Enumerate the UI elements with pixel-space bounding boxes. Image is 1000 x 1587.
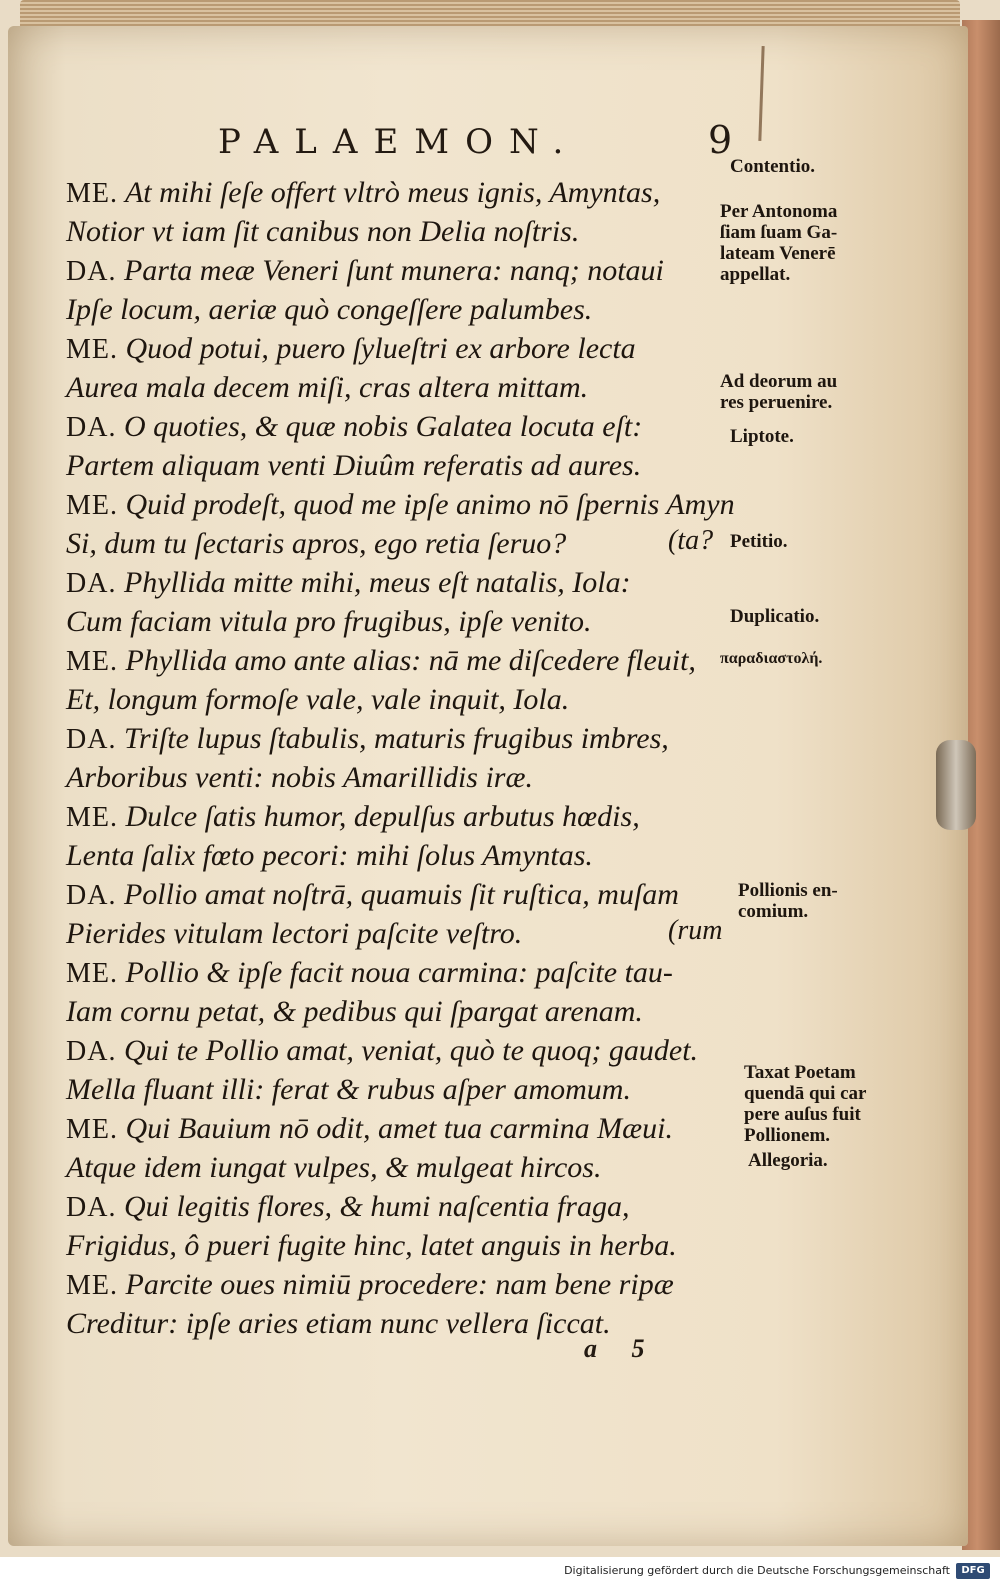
verse-line [66,291,592,329]
verse-line [66,369,588,407]
verse-text: Partem aliquam venti Diuûm referatis ad aures. [66,449,642,482]
verse-text: Si, dum tu ſectaris apros, ego retia ſeruo? [66,527,567,560]
speaker-label: DA. [66,256,117,287]
signature-mark: a 5 [584,1334,659,1363]
verse-line [66,798,640,836]
verse-text: Frigidus, ô pueri fugite hinc, latet anguis in herba. [66,1229,677,1262]
book-edge-top [20,0,960,26]
verse-text: Phyllida amo ante alias: nā me diſcedere fleuit, [125,644,696,677]
verse-text: Parcite oues nimiū procedere: nam bene ripæ [125,1268,674,1301]
verse-text: Iam cornu petat, & pedibus qui ſpargat arenam. [66,995,643,1028]
verse-text: Pierides vitulam lectori paſcite veſtro. [66,917,523,950]
footer-bar [0,1557,1000,1587]
gloss-duplicatio: Duplicatio. [730,606,820,627]
verse-text: Quid prodeſt, quod me ipſe animo nō ſpernis Amyn [125,488,735,521]
verse-line [66,1110,673,1148]
verse-line [66,1149,601,1187]
verse-text: Et, longum formoſe vale, vale inquit, Iola. [66,683,570,716]
verse-text: Qui legitis flores, & humi naſcentia fraga, [123,1190,630,1223]
verse-line [66,993,643,1031]
speaker-label: ME. [66,490,118,521]
verse-line [66,876,679,914]
verse-line [66,603,592,641]
speaker-label: ME. [66,1114,118,1145]
verse-line [66,447,641,485]
gloss-ad-deorum: Ad deorum au res peruenire. [720,371,838,413]
verse-text: At mihi ſeſe offert vltrò meus ignis, Amyntas, [124,176,661,209]
verse-line [66,1032,698,1070]
verse-text: Cum faciam vitula pro frugibus, ipſe venito. [66,605,592,638]
verse-line [66,720,669,758]
page-number: 9 [708,118,733,162]
speaker-label: ME. [66,178,118,209]
verse-text: Creditur: ipſe aries etiam nunc vellera ſiccat. [66,1307,611,1340]
verse-line [66,642,696,680]
verse-line [66,174,660,212]
verse-text: Arboribus venti: nobis Amarillidis iræ. [66,761,533,794]
running-head [8,116,968,166]
verse-text: Triſte lupus ſtabulis, maturis frugibus imbres, [123,722,669,755]
verse-line [66,525,566,563]
verse-line [66,1305,611,1343]
verse-text: Qui te Pollio amat, veniat, quò te quoq; gaudet. [123,1034,699,1067]
gloss-paradiastole: παραδιαστολή. [720,650,823,667]
turnover-ta: (ta? [668,525,714,556]
speaker-label: ME. [66,334,118,365]
gloss-allegoria: Allegoria. [748,1150,828,1171]
speaker-label: ME. [66,646,118,677]
verse-line [66,213,579,251]
verse-text: Dulce ſatis humor, depulſus arbutus hœdis, [125,800,640,833]
verse-line [66,1227,677,1265]
verse-line [66,954,673,992]
gloss-contentio: Contentio. [730,156,815,177]
speaker-label: DA. [66,412,117,443]
speaker-label: ME. [66,1270,118,1301]
verse-line [66,1071,631,1109]
running-head-title: PALAEMON. [218,122,580,162]
verse-line [66,330,636,368]
verse-text: Aurea mala decem miſi, cras altera mittam. [66,371,589,404]
verse-text: Phyllida mitte mihi, meus eſt natalis, Iola: [123,566,631,599]
verse-line [66,486,735,524]
footer-credit: Digitalisierung gefördert durch die Deutsche Forschungsgemeinschaft [564,1564,950,1577]
verse-line [66,1266,674,1304]
verse-text: Notior vt iam ſit canibus non Delia noſtris. [66,215,580,248]
verse-text: O quoties, & quæ nobis Galatea locuta eſt: [123,410,643,443]
verse-line [66,564,631,602]
verse-line [66,681,569,719]
speaker-label: DA. [66,568,117,599]
speaker-label: DA. [66,880,117,911]
speaker-label: DA. [66,724,117,755]
verse-text: Parta meæ Veneri ſunt munera: nanq; notaui [123,254,664,287]
gloss-taxat: Taxat Poetam quendā qui car pere auſus fuit Pollionem. [744,1062,867,1146]
dfg-logo: DFG [956,1563,990,1579]
verse-line [66,408,642,446]
turnover-rum: (rum [668,915,723,946]
verse-text: Pollio & ipſe facit noua carmina: paſcite tau- [125,956,673,989]
verse-line [66,252,664,290]
gloss-liptote: Liptote. [730,426,794,447]
speaker-label: DA. [66,1192,117,1223]
book-clip [936,740,976,830]
verse-line [66,1188,630,1226]
verse-text: Lenta ſalix fœto pecori: mihi ſolus Amyntas. [66,839,593,872]
verse-text: Pollio amat noſtrā, quamuis ſit ruſtica, muſam [123,878,679,911]
speaker-label: ME. [66,958,118,989]
verse-text: Mella fluant illi: ferat & rubus aſper amomum. [66,1073,631,1106]
book-page [8,26,968,1546]
verse-line [66,837,593,875]
gloss-pollionis: Pollionis en- comium. [738,880,838,922]
gloss-antonomasia: Per Antonoma ſiam ſuam Ga- lateam Venerē appellat. [720,201,838,285]
verse-text: Ipſe locum, aeriæ quò congeſſere palumbes. [66,293,593,326]
speaker-label: ME. [66,802,118,833]
speaker-label: DA. [66,1036,117,1067]
gloss-petitio: Petitio. [730,531,788,552]
verse-line [66,915,522,953]
verse-text: Quod potui, puero ſylueſtri ex arbore lecta [125,332,636,365]
verse-line [66,759,533,797]
verse-text: Qui Bauium nō odit, amet tua carmina Mæui. [125,1112,673,1145]
verse-text: Atque idem iungat vulpes, & mulgeat hircos. [66,1151,602,1184]
